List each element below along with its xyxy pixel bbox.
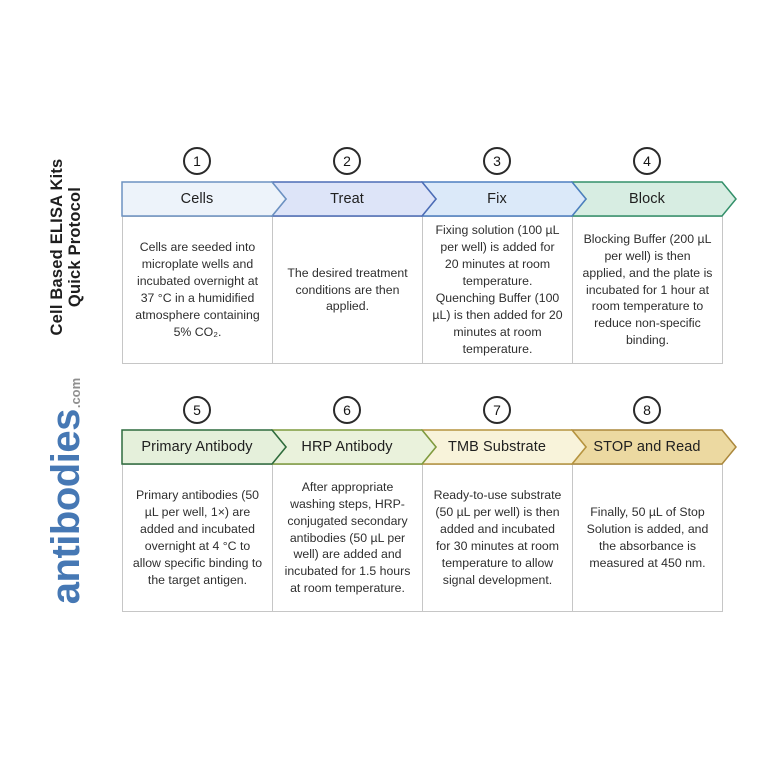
step-4-description-box	[572, 216, 723, 364]
step-3-description: Fixing solution (100 µL per well) is added for 20 minutes at room temperature. Quenching Buffer (100 µL) is then added for 20 minutes at room temperature.	[432, 223, 563, 356]
step-3-number-badge: 3	[483, 147, 511, 175]
page-title-line2: Quick Protocol	[66, 186, 85, 308]
step-1-number-badge: 1	[183, 147, 211, 175]
step-8-description: Finally, 50 µL of Stop Solution is added, and the absorbance is measured at 450 nm.	[586, 505, 709, 570]
step-3-label: Fix	[487, 190, 507, 207]
step-3-description-box	[422, 216, 573, 364]
step-8-label: STOP and Read	[593, 438, 701, 455]
step-7-description: Ready-to-use substrate (50 µL per well) is then added and incubated for 30 minutes at room temperature to allow signal development.	[433, 488, 562, 587]
brand-logo-text: antibodies	[43, 409, 88, 605]
step-5-description-box	[122, 464, 273, 612]
step-4-label: Block	[629, 190, 665, 207]
page-title-line1: Cell Based ELISA Kits	[48, 158, 66, 336]
step-5-description: Primary antibodies (50 µL per well, 1×) are added and incubated overnight at 4 °C to allow specific binding to the target antigen.	[132, 488, 263, 587]
step-2-number-badge: 2	[333, 147, 361, 175]
step-2-label: Treat	[330, 190, 364, 207]
step-1-description-box	[122, 216, 273, 364]
step-8-number-badge: 8	[633, 396, 661, 424]
step-6-description-box	[272, 464, 423, 612]
step-2-description-box	[272, 216, 423, 364]
step-8-description-box	[572, 464, 723, 612]
step-6-description: After appropriate washing steps, HRP-conjugated secondary antibodies (50 µL per well) are added and incubated for 1.5 hours at room temperature.	[284, 479, 411, 596]
step-1-label: Cells	[180, 190, 214, 207]
step-1-description: Cells are seeded into microplate wells and incubated overnight at 37 °C in a humidified atmosphere containing 5% CO₂.	[135, 240, 260, 339]
brand-logo	[37, 341, 95, 641]
step-7-label: TMB Substrate	[448, 438, 546, 455]
step-7-description-box	[422, 464, 573, 612]
step-4-description: Blocking Buffer (200 µL per well) is then applied, and the plate is incubated for 1 hour at room temperature to reduce non-specific binding.	[582, 231, 713, 348]
step-5-number-badge: 5	[183, 396, 211, 424]
step-7-number-badge: 7	[483, 396, 511, 424]
step-5-label: Primary Antibody	[141, 438, 253, 455]
step-6-label: HRP Antibody	[301, 438, 393, 455]
step-6-number-badge: 6	[333, 396, 361, 424]
brand-logo-suffix: .com	[67, 377, 83, 409]
step-4-number-badge: 4	[633, 147, 661, 175]
step-2-description: The desired treatment conditions are then applied.	[287, 265, 408, 314]
page-title	[48, 117, 88, 377]
